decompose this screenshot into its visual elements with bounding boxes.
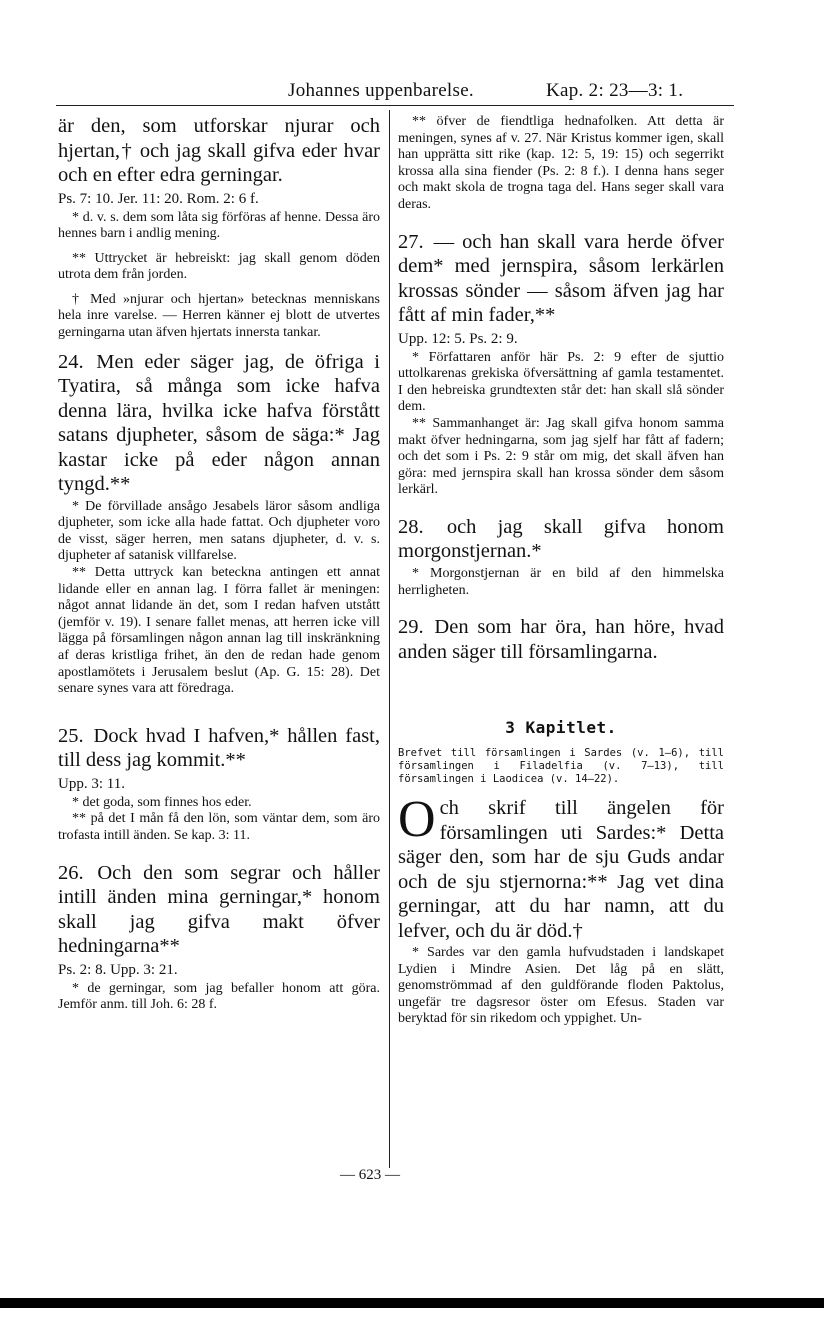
- footnote: ** Detta uttryck kan beteckna antingen ett annat lidande eller en annan lag. I förra fallet är meningen: något annat lidande än det, som I redan hafven utstått (jemför v. 19). I senare fallet menas, att herren icke vill lägga på församlingen någon annan lag till inskränkning af deras kristliga frihet, än den de redan hade genom apostlamötets i Jerusalem beslut (Ap. G. 15: 28). Det senare synes vara att föredraga.: [58, 565, 380, 697]
- verse-26: [58, 861, 380, 959]
- verse-25-references: Upp. 3: 11.: [58, 775, 125, 792]
- footnote: * det goda, som finnes hos eder.: [72, 794, 252, 810]
- verse-number: 28.: [398, 515, 424, 538]
- footnote: * Författaren anför här Ps. 2: 9 efter de sjuttio uttolkarenas grekiska öfversättning af gamla testamentet. I den hebreiska grundtexten står det: han skall slå sönder dem.: [398, 349, 724, 415]
- footnote: † Med »njurar och hjertan» betecknas menniskans hela inre varelse. — Herren känner ej blott de utvertes gerningarna utan äfven hjertats innersta tankar.: [58, 291, 380, 341]
- verse-number: 27.: [398, 230, 424, 253]
- footnote: ** Sammanhanget är: Jag skall gifva honom samma makt öfver hedningarna, som jag sjelf har fått af fadern; och det som i Ps. 2: 9 står om mig, det skall äfven han göra: med jernspira skall han krossa sönder dem såsom lerkärl.: [398, 415, 724, 498]
- footnote: ** öfver de fiendtliga hednafolken. Att detta är meningen, synes af v. 27. När Kristus kommer igen, skall han upprätta sitt rike (kap. 12: 5, 19: 15) och segerrikt krossa alla sina fiender (Ps. 2: 8 f.). I denna hans seger och makt skola de trogna taga del. Hans seger skall vara deras.: [398, 114, 724, 212]
- verse-text: ch skrif till ängelen för församlingen uti Sardes:* Detta säger den, som har de sju Guds andar och de sju stjernorna:** Jag vet dina gerningar, att du har namn, att du lefver, och du är död.†: [398, 797, 724, 942]
- verse-number: 25.: [58, 724, 84, 747]
- footnote: * Morgonstjernan är en bild af den himmelska herrligheten.: [398, 565, 724, 598]
- running-header: [56, 80, 736, 104]
- verse-26-references: Ps. 2: 8. Upp. 3: 21.: [58, 961, 178, 978]
- verse-25: [58, 724, 380, 773]
- verse-text: Den som har öra, han höre, hvad anden säger till församlingarna.: [398, 616, 724, 663]
- verse-23-continuation: är den, som utforskar njurar och hjertan,† och jag skall gifva eder hvar och en efter edra gerningar.: [58, 115, 380, 186]
- left-column: [58, 114, 380, 1014]
- verse-29: [398, 615, 724, 664]
- footnote: ** Uttrycket är hebreiskt: jag skall genom döden utrota dem från jorden.: [58, 250, 380, 283]
- verse-text: — och han skall vara herde öfver dem* med jernspira, såsom lerkärlen krossas sönder — såsom äfven jag har fått af min fader,**: [398, 230, 725, 327]
- footnote: * Sardes var den gamla hufvudstaden i landskapet Lydien i Mindre Asien. Det låg på en slätt, genomströmmad af den guldförande floden Paktolus, ungefär tre dagsresor öster om Efesus. Staden var beryktad för sin rikedom och yppighet. Un-: [398, 945, 724, 1027]
- verse-number: 29.: [398, 616, 424, 639]
- verse-text: Men eder säger jag, de öfriga i Tyatira, så många som icke hafva denna lära, hvilka icke hafva förstått satans djupheter, såsom de säga:* Jag kastar icke på eder någon annan tyngd.**: [58, 350, 381, 496]
- chapter-reference: Kap. 2: 23—3: 1.: [546, 80, 684, 101]
- verse-number: 26.: [58, 861, 84, 884]
- verse-28: [398, 515, 724, 564]
- verse-text: och jag skall gifva honom morgonstjernan.*: [398, 515, 724, 563]
- footnote: * de gerningar, som jag befaller honom att göra. Jemför anm. till Joh. 6: 28 f.: [58, 980, 380, 1013]
- chapter-heading: 3 Kapitlet.: [505, 718, 617, 738]
- column-divider: [389, 110, 390, 1168]
- footnote: * d. v. s. dem som låta sig förföras af henne. Dessa äro hennes barn i andlig mening.: [58, 209, 380, 242]
- verse-27: [398, 230, 724, 328]
- page-number: — 623 —: [340, 1167, 400, 1183]
- verse-23-references: Ps. 7: 10. Jer. 11: 20. Rom. 2: 6 f.: [58, 190, 259, 207]
- footnote: * De förvillade ansågo Jesabels läror såsom andliga djupheter, som icke alla hade fattat. Och djupheter voro de visst, säger herren, men satans djupheter, d. v. s. djupheter af satanisk villfarelse.: [58, 498, 380, 564]
- verse-24: [58, 350, 380, 497]
- verse-1: [398, 791, 724, 943]
- right-column: [398, 114, 724, 1028]
- drop-cap: O: [398, 791, 436, 849]
- footnote: ** på det I mån få den lön, som väntar dem, som äro trofasta intill änden. Se kap. 3: 11.: [58, 811, 380, 843]
- verse-27-references: Upp. 12: 5. Ps. 2: 9.: [398, 330, 518, 347]
- book-title: Johannes uppenbarelse.: [288, 80, 474, 101]
- header-rule: [56, 105, 734, 106]
- scan-edge-band: [0, 1298, 824, 1308]
- verse-text: Dock hvad I hafven,* hållen fast, till dess jag kommit.**: [58, 724, 380, 772]
- verse-text: Och den som segrar och håller intill änden mina gerningar,* honom skall jag gifva makt öfver hedningarna**: [58, 861, 380, 958]
- verse-number: 24.: [58, 350, 84, 373]
- chapter-summary: Brefvet till församlingen i Sardes (v. 1—6), till församlingen i Filadelfia (v. 7—13), till församlingen i Laodicea (v. 14—22).: [398, 747, 724, 786]
